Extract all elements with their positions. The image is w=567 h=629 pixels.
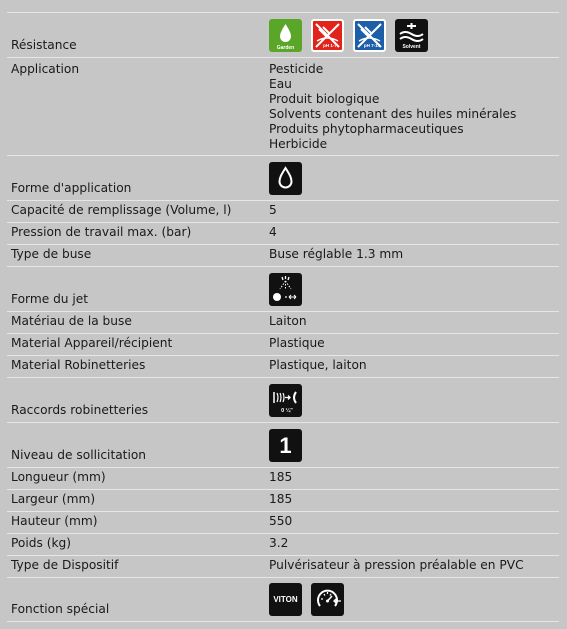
label-fonction: Fonction spécial [11,602,110,616]
row-type-dispositif [7,555,559,577]
application-value: Produits phytopharmaceutiques [269,122,464,136]
value-hauteur: 550 [269,514,293,528]
spec-table [7,12,559,622]
row-capacite [7,200,559,222]
row-forme-jet [7,266,559,311]
application-value: Pesticide [269,62,324,76]
row-longueur [7,467,559,489]
row-niveau [7,422,559,467]
label-materiau-buse: Matériau de la buse [11,314,132,328]
value-material-robinetteries: Plastique, laiton [269,358,367,372]
row-hauteur [7,511,559,533]
adjustable-jet-icon [269,273,302,306]
label-material-appareil: Material Appareil/récipient [11,336,173,350]
label-raccords: Raccords robinetteries [11,403,149,417]
application-value: Eau [269,77,292,91]
svg-text:pH 7-14: pH 7-14 [363,43,381,48]
application-value: Produit biologique [269,92,380,106]
value-pression: 4 [269,225,277,239]
value-poids: 3.2 [269,536,289,550]
label-longueur: Longueur (mm) [11,470,106,484]
application-values [269,62,559,152]
label-largeur: Largeur (mm) [11,492,96,506]
row-resistance [7,12,559,57]
viton-label: VITON [273,595,298,604]
value-type-buse: Buse réglable 1.3 mm [269,247,404,261]
label-application: Application [11,62,80,76]
stress-level-value: 1 [279,433,292,458]
row-type-buse [7,244,559,266]
row-largeur [7,489,559,511]
label-capacite: Capacité de remplissage (Volume, l) [11,203,232,217]
fitting-icon [269,384,302,417]
label-forme-application: Forme d'application [11,181,132,195]
label-niveau: Niveau de sollicitation [11,448,147,462]
row-material-robinetteries [7,355,559,377]
application-value: Herbicide [269,137,328,151]
row-material-appareil [7,333,559,355]
row-application [7,57,559,155]
value-longueur: 185 [269,470,293,484]
label-poids: Poids (kg) [11,536,72,550]
pressure-gauge-icon [311,583,344,616]
row-materiau-buse [7,311,559,333]
label-hauteur: Hauteur (mm) [11,514,98,528]
svg-text:0 ¼": 0 ¼" [281,408,293,414]
viton-icon [269,583,302,616]
solvent-icon [395,19,428,52]
label-material-robinetteries: Material Robinetteries [11,358,146,372]
garden-icon [269,19,302,52]
drop-icon [269,162,302,195]
svg-text:Solvent: Solvent [402,44,421,50]
row-poids [7,533,559,555]
row-fonction [7,577,559,622]
label-pression: Pression de travail max. (bar) [11,225,192,239]
value-largeur: 185 [269,492,293,506]
application-value: Solvents contenant des huiles minérales [269,107,517,121]
stress-level-badge [269,429,302,462]
label-forme-jet: Forme du jet [11,292,89,306]
ph1-7-icon [311,19,344,52]
value-capacite: 5 [269,203,277,217]
label-type-dispositif: Type de Dispositif [11,558,119,572]
value-materiau-buse: Laiton [269,314,307,328]
row-raccords [7,377,559,422]
ph7-14-icon [353,19,386,52]
row-pression [7,222,559,244]
row-forme-application [7,155,559,200]
svg-text:Garden: Garden [276,45,295,51]
svg-text:pH 1-7: pH 1-7 [323,43,337,48]
value-material-appareil: Plastique [269,336,325,350]
label-type-buse: Type de buse [11,247,92,261]
label-resistance: Résistance [11,38,77,52]
value-type-dispositif: Pulvérisateur à pression préalable en PVC [269,558,524,572]
